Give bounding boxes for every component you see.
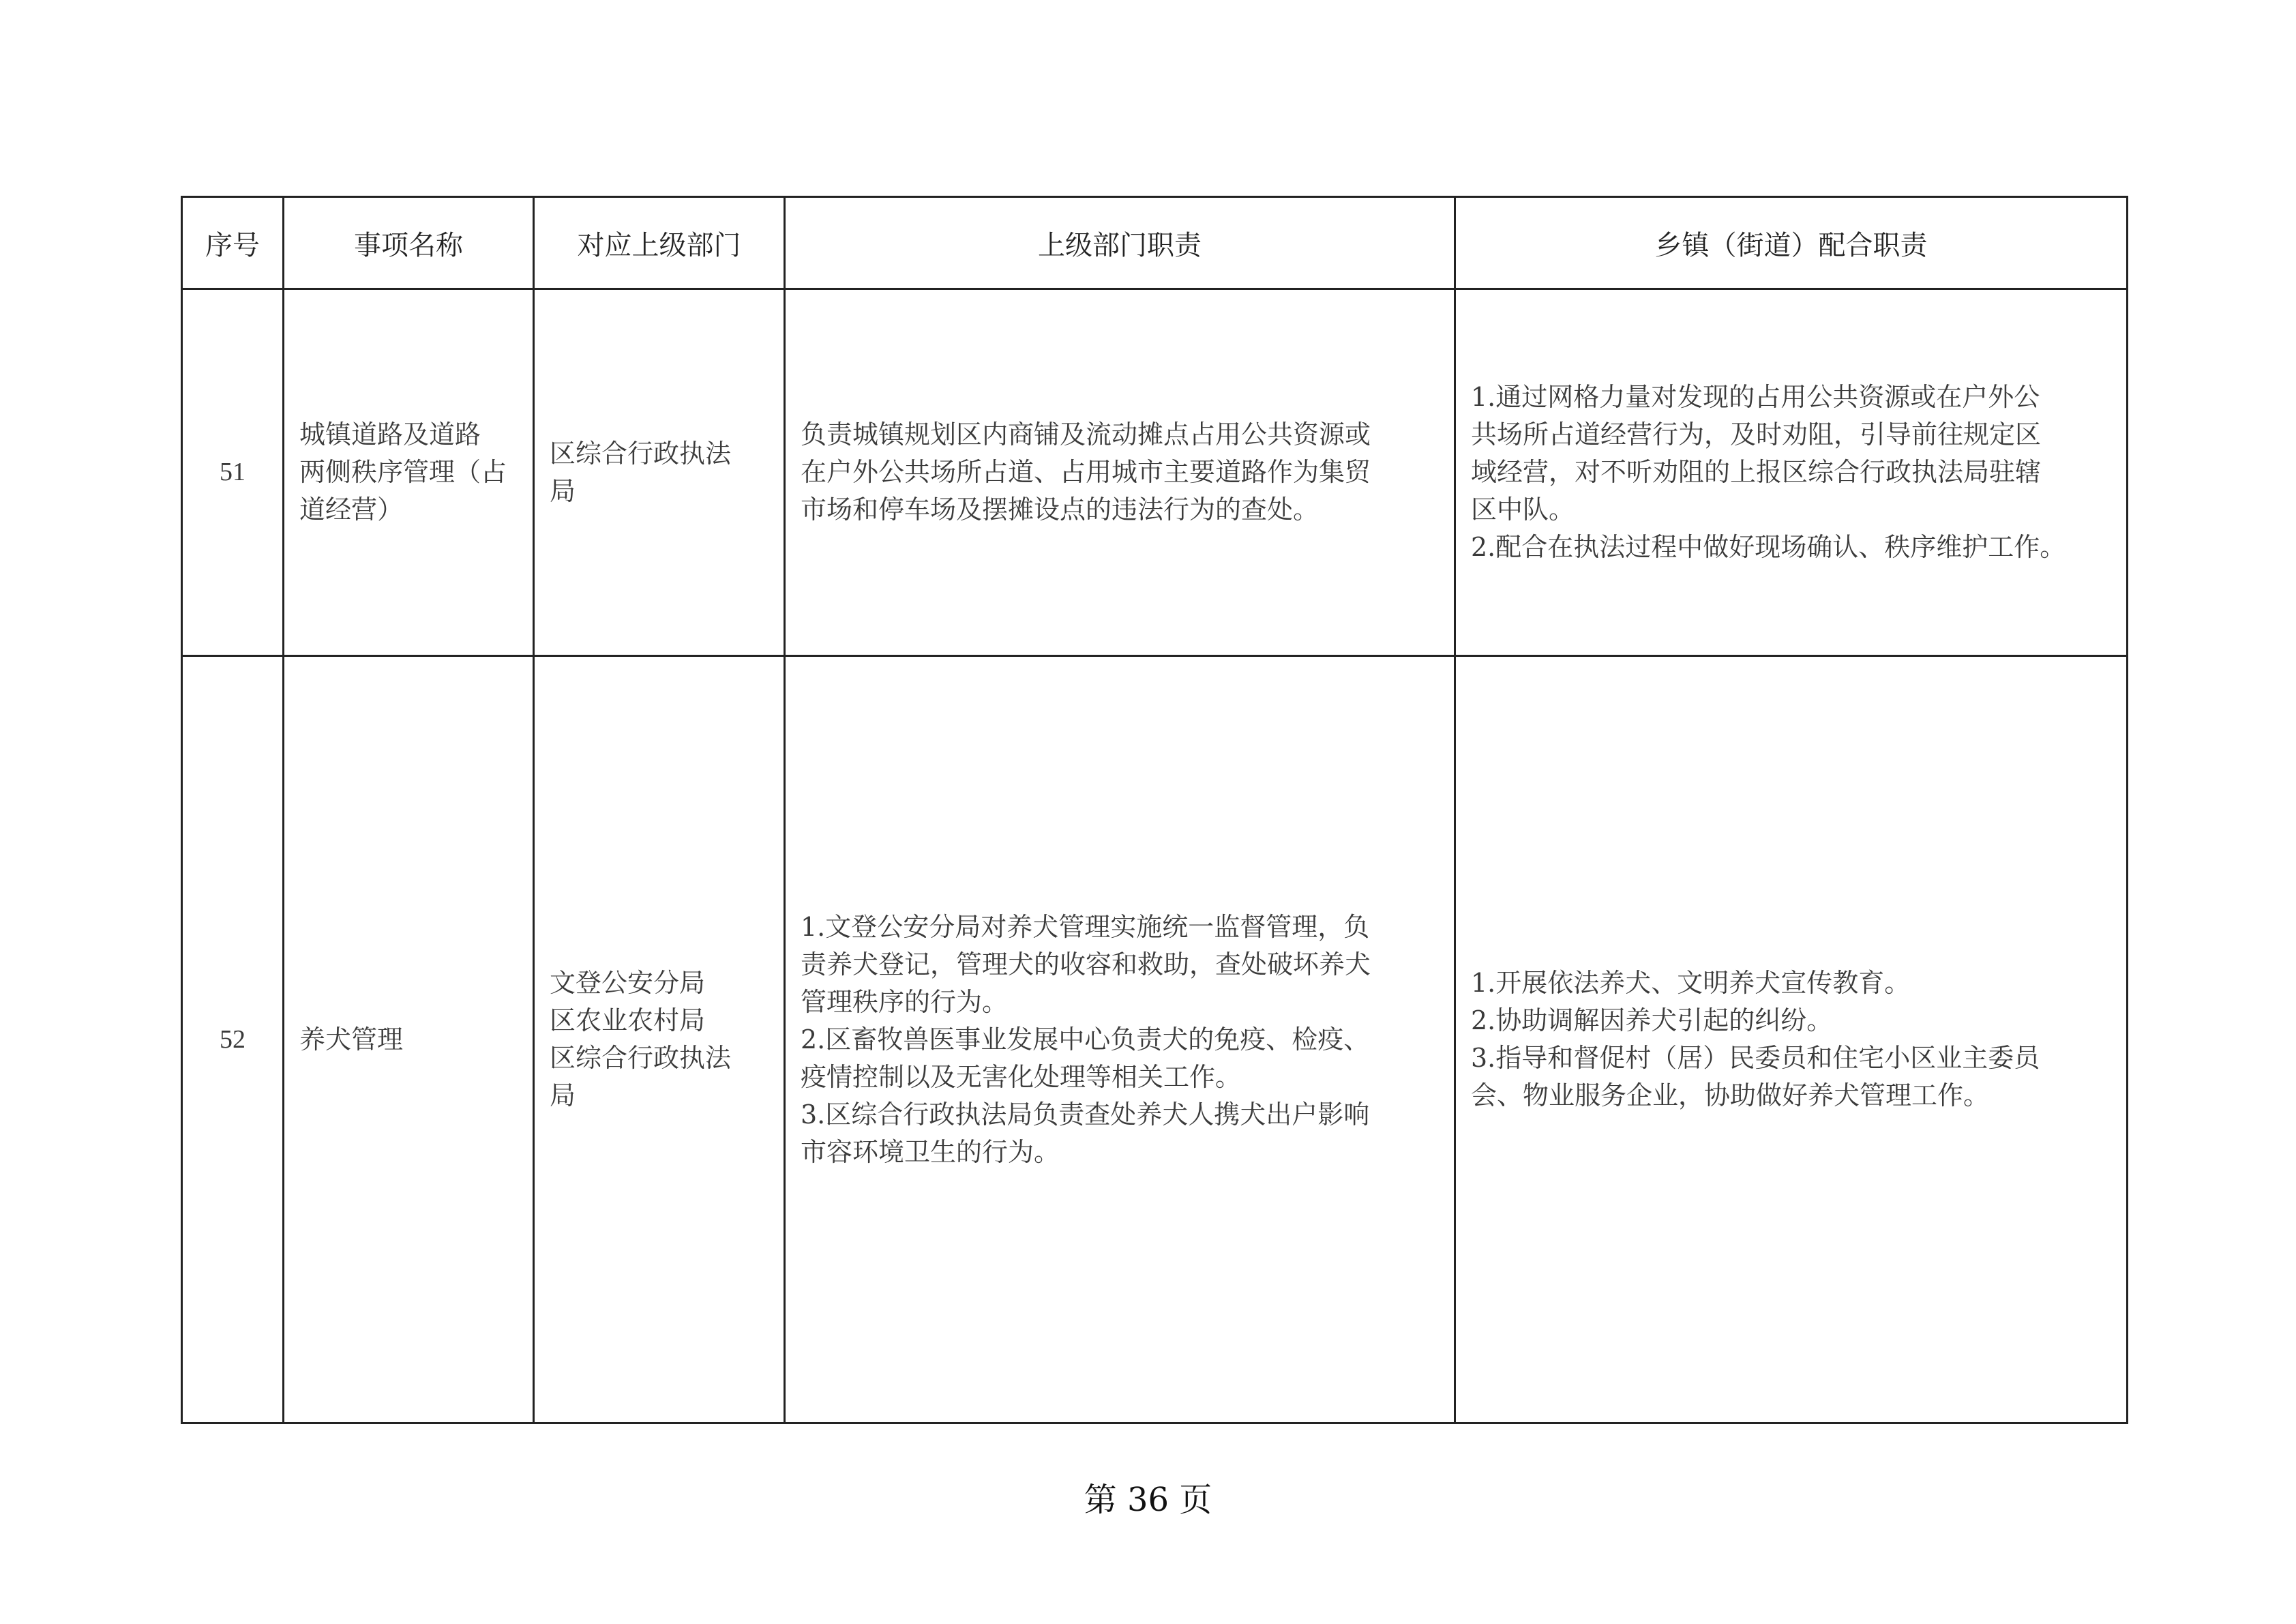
cooperation-cell [1455,289,2128,656]
page-number: 第 36 页 [1084,1481,1212,1519]
row-number: 51 [182,289,284,656]
header-cooperation: 乡镇（街道）配合职责 [1455,197,2128,289]
row-number: 52 [182,656,284,1423]
text-line: 1.文登公安分局对养犬管理实施统一监督管理，负 [801,911,1370,942]
text-line: 区农业农村局 [550,1005,706,1035]
table-row [182,656,2128,1423]
table-header-row [182,197,2128,289]
text-line: 区中队。 [1471,494,1575,525]
text-line: 文登公安分局 [550,968,706,998]
department-cell [534,656,785,1423]
text-line: 局 [550,475,576,506]
header-duties: 上级部门职责 [785,197,1455,289]
text-line: 养犬管理 [299,1024,404,1054]
text-line: 1.通过网格力量对发现的占用公共资源或在户外公 [1471,382,2040,412]
text-line: 道经营） [299,494,404,525]
text-line: 2.区畜牧兽医事业发展中心负责犬的免疫、检疫、 [801,1024,1370,1054]
text-line: 会、物业服务企业，协助做好养犬管理工作。 [1471,1080,1990,1110]
text-line: 共场所占道经营行为，及时劝阻，引导前往规定区 [1471,419,2042,449]
text-line: 城镇道路及道路 [299,419,481,449]
duties-cell [785,656,1455,1423]
text-line: 2.配合在执法过程中做好现场确认、秩序维护工作。 [1471,532,2066,562]
text-line: 3.区综合行政执法局负责查处养犬人携犬出户影响 [801,1099,1370,1130]
text-line: 市容环境卫生的行为。 [801,1136,1060,1167]
header-item-name: 事项名称 [284,197,534,289]
duties-cell [785,289,1455,656]
text-line: 两侧秩序管理（占 [299,457,507,487]
table-row [182,289,2128,656]
responsibility-table [181,196,2128,1424]
text-line: 3.指导和督促村（居）民委员和住宅小区业主委员 [1471,1043,2040,1073]
text-line: 管理秩序的行为。 [801,986,1009,1017]
text-line: 疫情控制以及无害化处理等相关工作。 [801,1061,1242,1092]
cooperation-cell [1455,656,2128,1423]
text-line: 域经营，对不听劝阻的上报区综合行政执法局驻辖 [1471,457,2042,487]
text-line: 局 [550,1080,576,1110]
text-line: 负责城镇规划区内商铺及流动摊点占用公共资源或 [801,419,1371,449]
item-name-cell [284,289,534,656]
text-line: 市场和停车场及摆摊设点的违法行为的查处。 [801,494,1320,525]
department-cell [534,289,785,656]
text-line: 1.开展依法养犬、文明养犬宣传教育。 [1471,968,1911,998]
item-name-cell [284,656,534,1423]
text-line: 区综合行政执法 [550,438,732,469]
text-line: 在户外公共场所占道、占用城市主要道路作为集贸 [801,457,1371,487]
text-line: 责养犬登记，管理犬的收容和救助，查处破坏养犬 [801,949,1371,979]
text-line: 2.协助调解因养犬引起的纠纷。 [1471,1005,1833,1035]
header-department: 对应上级部门 [534,197,785,289]
text-line: 区综合行政执法 [550,1043,732,1073]
header-number: 序号 [182,197,284,289]
